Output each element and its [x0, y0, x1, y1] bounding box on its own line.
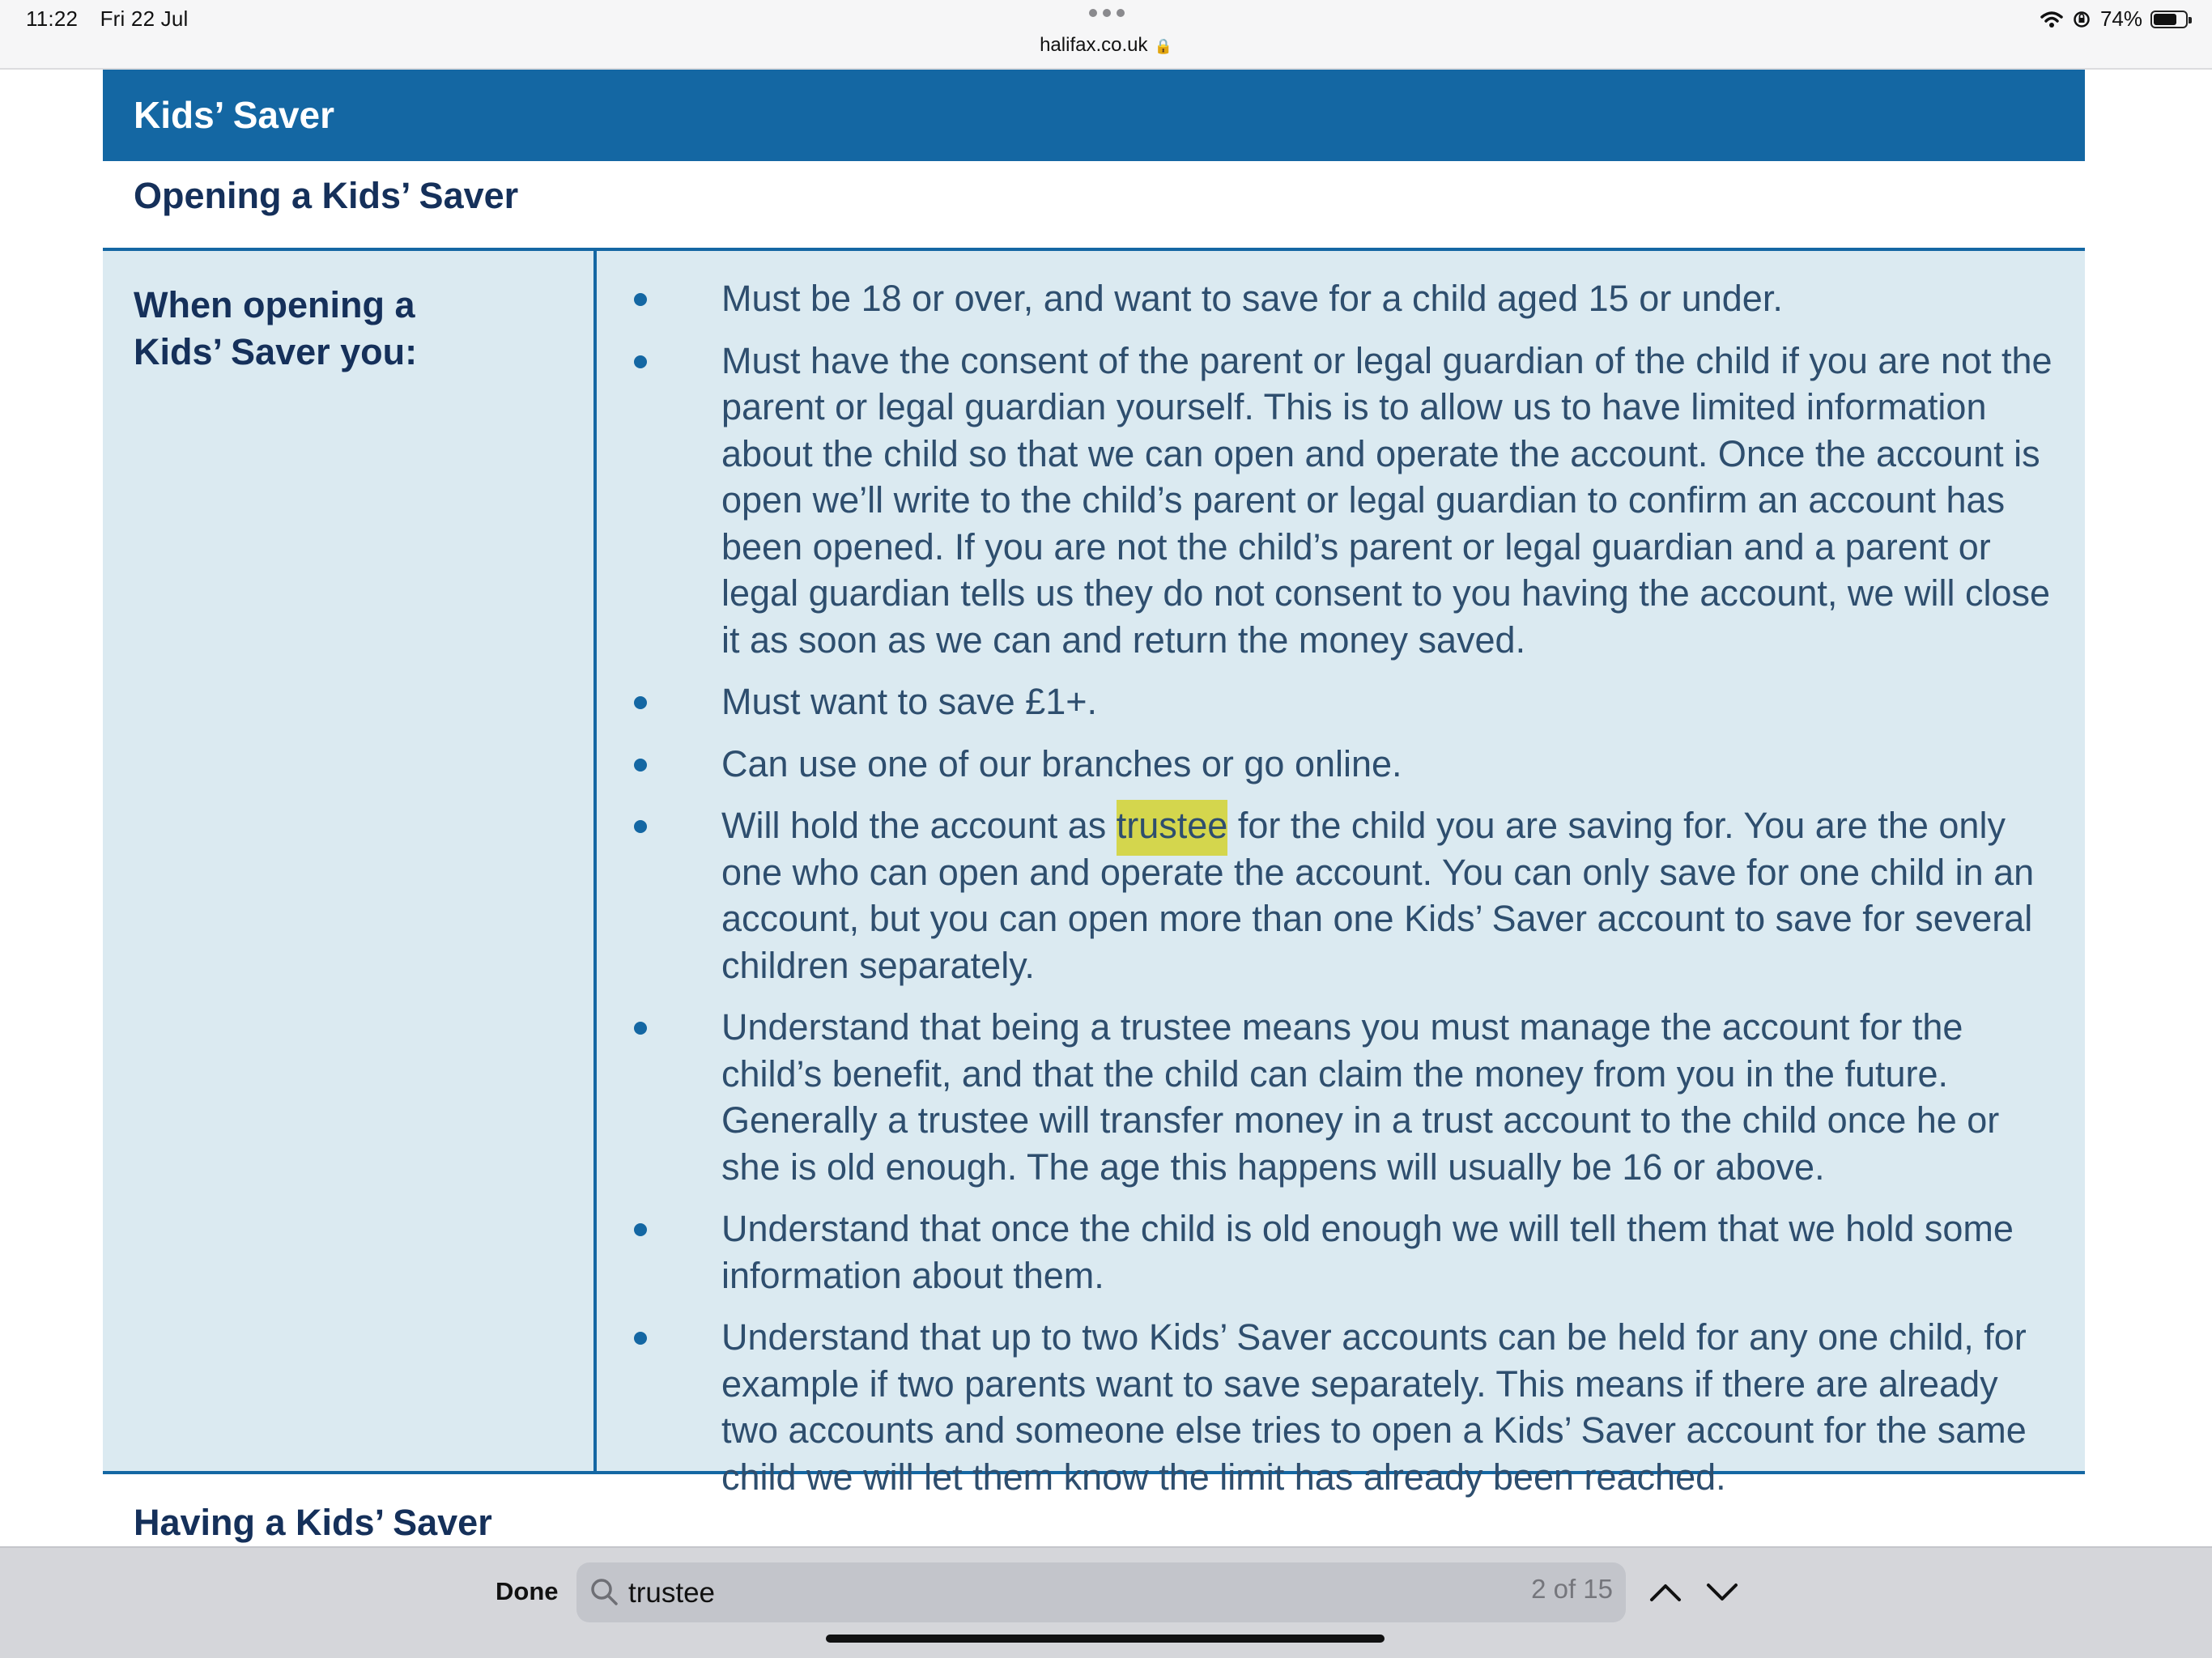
lock-icon: 🔒 [1154, 38, 1172, 54]
previous-match-button[interactable] [1642, 1569, 1689, 1616]
bullet-dot-icon [634, 696, 647, 709]
bullet-item [634, 338, 2052, 664]
status-date: Fri 22 Jul [100, 6, 189, 31]
done-button[interactable]: Done [496, 1577, 559, 1605]
bullet-text: Can use one of our branches or go online. [721, 742, 1402, 784]
orientation-lock-icon [2073, 11, 2091, 28]
bullet-dot-icon [634, 293, 647, 306]
panel-label [103, 251, 597, 1471]
bullet-item [634, 275, 2052, 322]
url-text: halifax.co.uk [1040, 34, 1148, 56]
search-highlight: trustee [1117, 800, 1228, 856]
bullet-item [634, 1205, 2052, 1299]
document [103, 70, 2085, 1571]
bullet-text: Must want to save £1+. [721, 681, 1097, 722]
battery-percent: 74% [2099, 6, 2142, 31]
home-indicator[interactable] [826, 1635, 1385, 1643]
next-match-button[interactable] [1699, 1569, 1746, 1616]
next-section-title: Having a Kids’ Saver [134, 1502, 492, 1543]
bullet-text-after: for the child you are saving for. You are the only one who can open and operate the account. You can only save for one child in an account, but you can open more than one Kids’ Saver account to save for several children separately. [721, 805, 2035, 986]
bullet-dot-icon [634, 820, 647, 833]
bullet-item [634, 802, 2052, 988]
status-time-date [26, 6, 205, 32]
bullet-text: Must have the consent of the parent or legal guardian of the child if you are not the parent or legal guardian yourself. This is to allow us to have limited information about the child so that we can open and operate the account. Once the account is open we’ll write to the child’s parent or legal guardian to confirm an account has been opened. If you are not the child’s parent or legal guardian and a parent or legal guardian tells us they do not consent to you having the account, we will close it as soon as we can and return the money saved. [721, 339, 2052, 661]
chevron-down-icon [1706, 1582, 1738, 1603]
bullet-list [597, 251, 2085, 1498]
address-bar[interactable] [0, 34, 2212, 57]
bullet-dot-icon [634, 1022, 647, 1035]
wifi-icon [2040, 11, 2063, 28]
bullet-text: Understand that being a trustee means you must manage the account for the child’s benefit, and that the child can claim the money from you in the future. Generally a trustee will transfer money in a trust account to the child once he or she is old enough. The age this happens will usually be 16 or above. [721, 1006, 2000, 1188]
bullet-text-before: Will hold the account as [721, 805, 1117, 846]
bullet-item [634, 1004, 2052, 1190]
banner-title: Kids’ Saver [103, 70, 2085, 161]
bullet-dot-icon [634, 1223, 647, 1236]
status-bar [0, 0, 2212, 70]
bullet-item [634, 1314, 2052, 1500]
more-options-icon[interactable] [1088, 8, 1125, 18]
bullet-dot-icon [634, 1332, 647, 1345]
find-field[interactable] [576, 1562, 1626, 1622]
find-input[interactable] [627, 1571, 1440, 1616]
chevron-up-icon [1649, 1582, 1682, 1603]
status-time: 11:22 [26, 6, 79, 31]
bullet-text: Must be 18 or over, and want to save for a child aged 15 or under. [721, 278, 1783, 319]
battery-icon [2150, 11, 2188, 28]
bullet-dot-icon [634, 355, 647, 368]
section-title: Opening a Kids’ Saver [103, 161, 2085, 251]
status-indicators [2040, 6, 2188, 32]
info-panel [103, 251, 2085, 1498]
bullet-text: Understand that once the child is old enough we will tell them that we hold some information about them. [721, 1208, 2014, 1296]
match-count: 2 of 15 [1531, 1574, 1613, 1604]
bullet-dot-icon [634, 759, 647, 772]
panel-label-text: When opening a Kids’ Saver you: [134, 284, 418, 372]
bullet-item [634, 741, 2052, 788]
battery-fill [2154, 14, 2176, 25]
bullet-text: Understand that up to two Kids’ Saver accounts can be held for any one child, for example if two parents want to save separately. This means if there are already two accounts and someone else tries to open a Kids’ Saver account for the same child we will let them know the limit has already been reached. [721, 1316, 2027, 1498]
search-icon [589, 1577, 620, 1612]
bullet-item [634, 678, 2052, 725]
